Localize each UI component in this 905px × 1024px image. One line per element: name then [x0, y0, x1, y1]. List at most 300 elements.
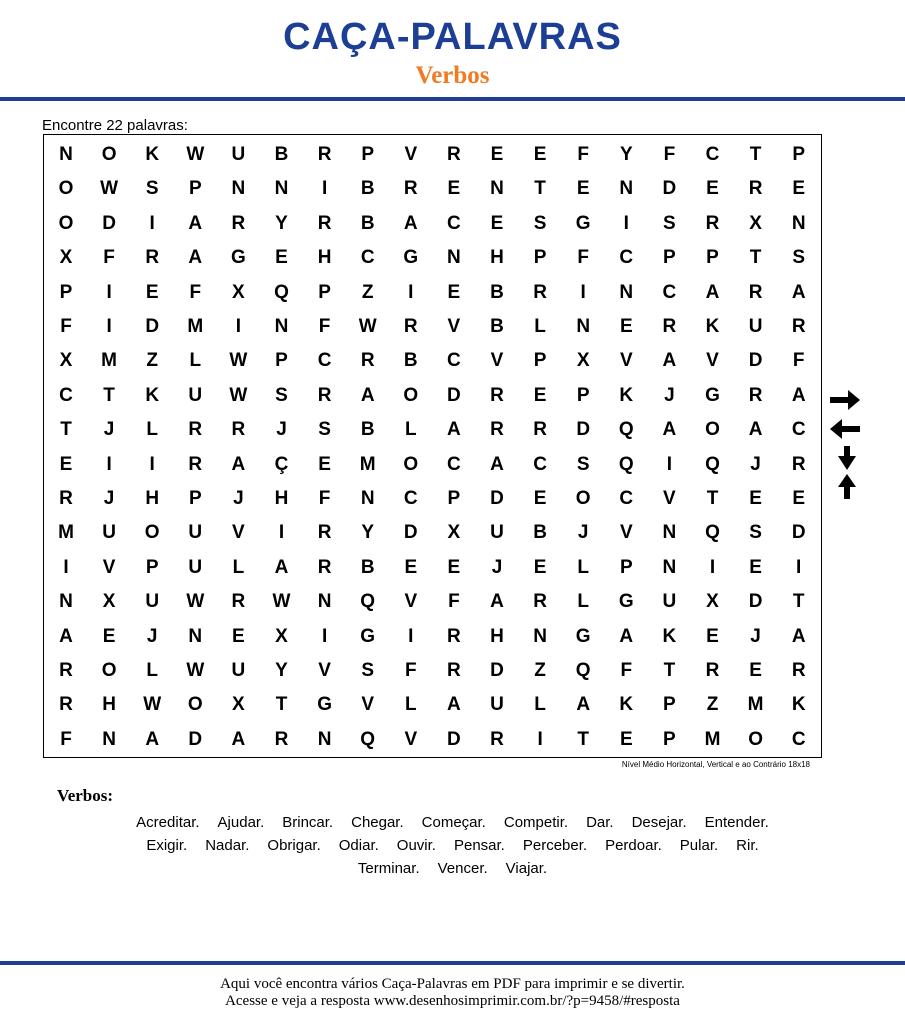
grid-letter: V	[706, 350, 719, 372]
grid-letter: H	[490, 625, 504, 647]
grid-letter: G	[360, 625, 376, 647]
grid-letter: V	[490, 350, 504, 372]
grid-letter: J	[750, 625, 761, 647]
grid-letter: R	[317, 212, 332, 234]
grid-letter: I	[537, 728, 543, 750]
grid-letter: N	[490, 178, 504, 200]
grid-letter: K	[145, 384, 160, 406]
grid-letter: I	[106, 281, 112, 303]
grid-letter: I	[666, 453, 673, 475]
word-item: Começar.	[421, 814, 486, 831]
grid-letter: R	[490, 728, 504, 750]
grid-letter: Z	[361, 281, 374, 303]
page-subtitle: Verbos	[415, 62, 490, 89]
grid-letter: R	[791, 316, 806, 337]
grid-letter: U	[188, 384, 203, 406]
grid-letter: D	[145, 316, 160, 337]
grid-letter: P	[188, 178, 202, 200]
grid-letter: C	[317, 350, 332, 372]
grid-letter: S	[792, 247, 806, 269]
grid-letter: A	[705, 281, 720, 303]
grid-letter: Q	[705, 453, 720, 475]
grid-letter: E	[145, 281, 159, 303]
grid-letter: R	[447, 144, 461, 165]
grid-letter: S	[749, 522, 762, 544]
word-line-3	[0, 860, 905, 877]
grid-letter: X	[706, 591, 719, 613]
word-item: Pensar.	[453, 837, 505, 854]
grid-letter: F	[60, 728, 72, 750]
grid-letter: E	[533, 488, 547, 509]
grid-letter: E	[749, 556, 762, 578]
grid-letter: N	[619, 281, 634, 303]
word-item: Perceber.	[522, 837, 588, 854]
grid-letter: Z	[146, 350, 158, 372]
grid-letter: A	[791, 281, 806, 303]
grid-letter: A	[231, 728, 246, 750]
grid-letter: S	[275, 384, 288, 406]
grid-letter: M	[359, 453, 376, 475]
grid-letter: E	[619, 728, 633, 750]
grid-letter: Z	[534, 660, 546, 681]
grid-letter: L	[146, 660, 158, 681]
grid-letter: F	[577, 247, 589, 269]
grid-letter: V	[102, 556, 116, 578]
grid-letter: F	[318, 316, 331, 337]
grid-letter: L	[577, 556, 589, 578]
grid-letter: O	[403, 384, 419, 406]
grid-letter: C	[533, 453, 547, 475]
word-item: Acreditar.	[136, 814, 200, 831]
grid-letter: E	[275, 247, 288, 269]
grid-letter: C	[791, 419, 806, 441]
grid-letter: O	[101, 144, 117, 165]
grid-letter: Ç	[274, 453, 289, 475]
grid-letter: Q	[360, 591, 376, 613]
grid-letter: A	[447, 694, 461, 716]
grid-letter: N	[59, 591, 73, 613]
grid-letter: R	[317, 556, 332, 578]
grid-letter: X	[59, 350, 73, 372]
grid-letter: I	[63, 556, 69, 578]
grid-letter: P	[447, 488, 461, 509]
grid-letter: P	[145, 556, 159, 578]
grid-letter: O	[748, 728, 763, 750]
grid-letter: Q	[575, 660, 591, 681]
grid-letter: V	[404, 591, 418, 613]
grid-letter: V	[619, 350, 633, 372]
grid-letter: E	[490, 212, 504, 234]
grid-letter: B	[274, 144, 289, 165]
grid-letter: P	[361, 144, 375, 165]
grid-letter: F	[663, 144, 676, 165]
grid-letter: E	[792, 488, 806, 509]
grid-letter: Y	[361, 522, 375, 544]
grid-letter: P	[663, 247, 676, 269]
grid-letter: E	[749, 488, 762, 509]
grid-letter: N	[317, 728, 332, 750]
grid-letter: T	[792, 591, 805, 613]
grid-letter: K	[619, 694, 634, 716]
grid-letter: K	[705, 316, 720, 337]
grid-letter: E	[706, 178, 719, 200]
word-line-2	[0, 837, 905, 854]
grid-letter: P	[59, 281, 73, 303]
grid-letter: C	[662, 281, 677, 303]
grid-letter: N	[274, 316, 289, 337]
grid-letter: A	[662, 419, 677, 441]
grid-letter: B	[490, 316, 504, 337]
grid-letter: C	[360, 247, 375, 269]
grid-letter: U	[102, 522, 116, 544]
grid-letter: T	[534, 178, 546, 200]
grid-letter: E	[232, 625, 245, 647]
grid-letter: U	[231, 144, 246, 165]
grid-letter: N	[360, 488, 375, 509]
grid-letter: I	[149, 453, 155, 475]
grid-letter: E	[533, 144, 547, 165]
grid-letter: A	[231, 453, 246, 475]
grid-letter: I	[106, 316, 112, 337]
grid-letter: R	[533, 281, 547, 303]
grid-letter: L	[404, 419, 417, 441]
grid-letter: R	[188, 453, 203, 475]
grid-letter: D	[748, 350, 763, 372]
grid-letter: H	[274, 488, 289, 509]
grid-letter: C	[447, 212, 461, 234]
grid-letter: H	[145, 488, 160, 509]
grid-letter: A	[791, 625, 806, 647]
grid-letter: G	[575, 212, 591, 234]
grid-letter: I	[235, 316, 242, 337]
grid-letter: X	[749, 212, 762, 234]
grid-letter: J	[146, 625, 158, 647]
grid-letter: D	[403, 522, 418, 544]
grid-letter: J	[103, 419, 115, 441]
word-item: Perdoar.	[605, 837, 662, 854]
grid-letter: R	[231, 212, 246, 234]
grid-letter: D	[490, 488, 504, 509]
grid-letter: E	[533, 556, 547, 578]
grid-letter: I	[321, 625, 328, 647]
grid-letter: E	[619, 316, 633, 337]
footer-line-1: Aqui você encontra vários Caça-Palavras em PDF para imprimir e se divertir.	[220, 976, 685, 992]
grid-letter: R	[447, 625, 461, 647]
direction-arrows	[828, 388, 864, 503]
level-note: Nível Médio Horizontal, Vertical e ao Contrário 18x18	[621, 760, 810, 769]
grid-letter: R	[317, 522, 332, 544]
word-item: Rir.	[736, 837, 759, 854]
word-item: Obrigar.	[267, 837, 321, 854]
grid-letter: A	[490, 453, 504, 475]
footer-line-2: Acesse e veja a resposta www.desenhosimprimir.com.br/?p=9458/#resposta	[225, 993, 680, 1009]
grid-letter: E	[318, 453, 331, 475]
grid-letter: Q	[618, 453, 634, 475]
grid-letter: Q	[618, 419, 634, 441]
grid-letter: Y	[275, 660, 288, 681]
grid-letter: A	[59, 625, 73, 647]
grid-letter: S	[361, 660, 375, 681]
grid-letter: R	[403, 178, 418, 200]
grid-letter: I	[796, 556, 802, 578]
grid-letter: E	[792, 178, 806, 200]
grid-letter: R	[490, 384, 504, 406]
grid-letter: X	[59, 247, 73, 269]
grid-letter: I	[623, 212, 629, 234]
grid-letter: C	[705, 144, 720, 165]
grid-letter: Q	[274, 281, 289, 303]
grid-letter: P	[533, 350, 547, 372]
grid-letter: A	[662, 350, 677, 372]
grid-letter: V	[404, 728, 418, 750]
grid-letter: N	[662, 522, 677, 544]
grid-letter: O	[403, 453, 419, 475]
grid-letter: F	[60, 316, 72, 337]
grid-letter: R	[748, 178, 763, 200]
grid-letter: J	[750, 453, 761, 475]
grid-letter: M	[747, 694, 764, 716]
grid-letter: N	[447, 247, 461, 269]
grid-letter: R	[274, 728, 289, 750]
word-item: Exigir.	[146, 837, 188, 854]
grid-letter: A	[791, 384, 806, 406]
grid-letter: R	[791, 453, 806, 475]
grid-letter: T	[60, 419, 72, 441]
word-item: Odiar.	[338, 837, 379, 854]
grid-letter: I	[580, 281, 586, 303]
letter-grid	[43, 134, 822, 758]
grid-letter: C	[619, 488, 634, 509]
grid-letter: V	[404, 144, 418, 165]
grid-letter: S	[533, 212, 547, 234]
grid-letter: R	[59, 660, 73, 681]
grid-letter: N	[533, 625, 547, 647]
grid-letter: S	[576, 453, 590, 475]
grid-letter: I	[709, 556, 716, 578]
grid-letter: W	[186, 591, 205, 613]
grid-letter: Y	[275, 212, 288, 234]
grid-letter: P	[792, 144, 806, 165]
grid-letter: R	[748, 281, 763, 303]
grid-letter: P	[188, 488, 202, 509]
grid-letter: M	[101, 350, 117, 372]
grid-letter: O	[58, 212, 74, 234]
grid-letter: V	[318, 660, 331, 681]
grid-letter: N	[791, 212, 806, 234]
grid-letter: N	[662, 556, 677, 578]
grid-letter: A	[274, 556, 289, 578]
grid-letter: A	[403, 212, 418, 234]
word-item: Vencer.	[437, 860, 488, 877]
grid-letter: A	[360, 384, 375, 406]
grid-letter: R	[748, 384, 763, 406]
word-item: Pular.	[679, 837, 719, 854]
arrow-right-icon	[830, 390, 860, 410]
grid-letter: L	[534, 694, 546, 716]
grid-letter: U	[490, 522, 504, 544]
word-item: Chegar.	[351, 814, 404, 831]
grid-letter: O	[144, 522, 160, 544]
grid-letter: D	[102, 212, 116, 234]
grid-letter: R	[231, 419, 246, 441]
grid-letter: F	[620, 660, 633, 681]
grid-letter: R	[705, 212, 720, 234]
grid-letter: G	[575, 625, 591, 647]
grid-letter: U	[490, 694, 504, 716]
grid-letter: V	[619, 522, 633, 544]
grid-letter: L	[577, 591, 589, 613]
grid-letter: R	[662, 316, 677, 337]
grid-letter: I	[149, 212, 155, 234]
grid-letter: N	[576, 316, 591, 337]
grid-letter: J	[276, 419, 287, 441]
grid-letter: W	[143, 694, 162, 716]
grid-letter: M	[704, 728, 721, 750]
grid-letter: N	[231, 178, 246, 200]
grid-letter: D	[447, 728, 461, 750]
grid-letter: P	[318, 281, 331, 303]
grid-letter: I	[106, 453, 112, 475]
grid-letter: G	[403, 247, 419, 269]
grid-letter: F	[792, 350, 805, 372]
grid-letter: S	[663, 212, 676, 234]
grid-letter: E	[533, 384, 547, 406]
word-list-title: Verbos:	[57, 786, 114, 805]
grid-letter: G	[618, 591, 634, 613]
grid-letter: S	[318, 419, 331, 441]
grid-letter: N	[619, 178, 634, 200]
grid-letter: W	[186, 660, 205, 681]
grid-letter: T	[275, 694, 288, 716]
grid-letter: T	[577, 728, 589, 750]
grid-letter: F	[448, 591, 460, 613]
grid-letter: V	[447, 316, 461, 337]
grid-letter: B	[360, 419, 375, 441]
grid-letter: O	[187, 694, 203, 716]
grid-letter: C	[619, 247, 634, 269]
bottom-divider	[0, 961, 905, 965]
grid-letter: W	[272, 591, 291, 613]
grid-letter: O	[575, 488, 591, 509]
grid-letter: N	[188, 625, 203, 647]
grid-letter: C	[403, 488, 418, 509]
grid-letter: R	[447, 660, 461, 681]
grid-letter: F	[577, 144, 589, 165]
grid-letter: J	[103, 488, 115, 509]
grid-letter: E	[447, 178, 461, 200]
word-line-1	[0, 814, 905, 831]
grid-letter: W	[100, 178, 119, 200]
grid-letter: B	[360, 212, 375, 234]
grid-letter: P	[275, 350, 288, 372]
grid-letter: T	[706, 488, 719, 509]
grid-letter: K	[662, 625, 677, 647]
grid-letter: W	[358, 316, 377, 337]
grid-letter: P	[619, 556, 633, 578]
instruction-text: Encontre 22 palavras:	[42, 117, 188, 134]
grid-letter: U	[748, 316, 763, 337]
grid-letter: B	[403, 350, 418, 372]
grid-letter: R	[231, 591, 246, 613]
grid-letter: V	[232, 522, 245, 544]
grid-letter: R	[490, 419, 504, 441]
grid-letter: A	[619, 625, 634, 647]
grid-letter: C	[59, 384, 73, 406]
grid-letter: X	[232, 281, 245, 303]
grid-letter: E	[447, 281, 461, 303]
grid-letter: D	[748, 591, 763, 613]
grid-letter: M	[187, 316, 204, 337]
grid-letter: D	[188, 728, 203, 750]
grid-letter: F	[404, 660, 417, 681]
grid-letter: C	[791, 728, 806, 750]
grid-letter: N	[102, 728, 116, 750]
word-item: Nadar.	[205, 837, 250, 854]
grid-letter: L	[146, 419, 158, 441]
grid-letter: U	[231, 660, 246, 681]
grid-letter: T	[749, 247, 762, 269]
grid-letter: Q	[705, 522, 720, 544]
grid-letter: B	[490, 281, 504, 303]
grid-letter: I	[408, 281, 414, 303]
grid-letter: A	[447, 419, 461, 441]
grid-letter: I	[321, 178, 328, 200]
grid-letter: R	[188, 419, 203, 441]
top-divider	[0, 97, 905, 101]
grid-letter: Z	[706, 694, 719, 716]
grid-letter: E	[490, 144, 504, 165]
grid-letter: D	[791, 522, 806, 544]
grid-letter: D	[447, 384, 461, 406]
grid-letter: H	[102, 694, 116, 716]
word-item: Ouvir.	[396, 837, 436, 854]
grid-letter: X	[102, 591, 116, 613]
grid-letter: O	[101, 660, 117, 681]
grid-letter: M	[58, 522, 74, 544]
grid-letter: E	[576, 178, 590, 200]
word-item: Terminar.	[357, 860, 420, 877]
grid-letter: N	[317, 591, 332, 613]
grid-letter: F	[189, 281, 202, 303]
grid-letter: L	[189, 350, 202, 372]
grid-letter: U	[145, 591, 160, 613]
grid-letter: C	[447, 350, 461, 372]
grid-letter: A	[145, 728, 160, 750]
grid-letter: R	[403, 316, 418, 337]
grid-letter: W	[186, 144, 205, 165]
grid-letter: F	[318, 488, 331, 509]
word-item: Competir.	[503, 814, 569, 831]
grid-letter: B	[360, 178, 375, 200]
grid-letter: A	[490, 591, 504, 613]
grid-letter: E	[749, 660, 762, 681]
grid-letter: N	[274, 178, 289, 200]
grid-letter: P	[576, 384, 590, 406]
grid-letter: I	[408, 625, 414, 647]
grid-letter: R	[533, 419, 547, 441]
grid-letter: Y	[619, 144, 633, 165]
grid-letter: R	[59, 694, 73, 716]
grid-letter: U	[188, 556, 203, 578]
grid-letter: L	[404, 694, 417, 716]
grid-letter: F	[103, 247, 115, 269]
grid-letter: X	[232, 694, 245, 716]
grid-letter: L	[232, 556, 245, 578]
grid-letter: T	[103, 384, 115, 406]
grid-letter: K	[619, 384, 634, 406]
grid-letter: K	[145, 144, 160, 165]
grid-letter: D	[490, 660, 504, 681]
